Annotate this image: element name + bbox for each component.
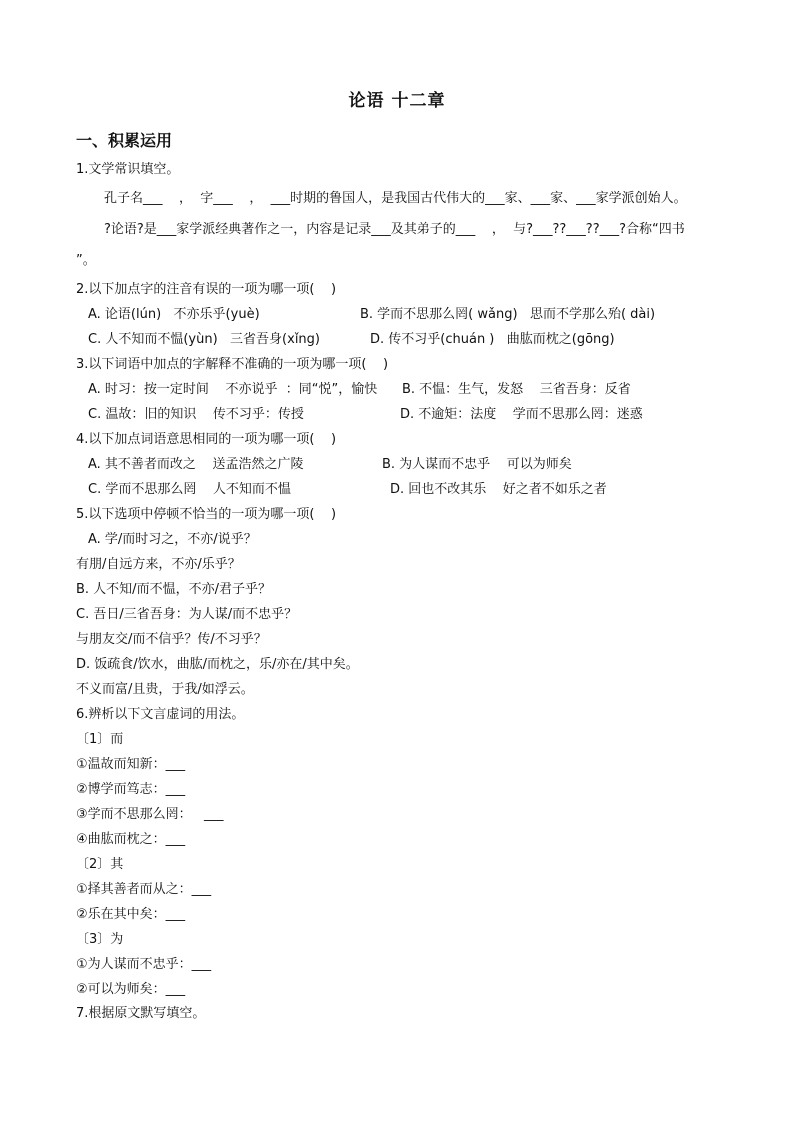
q7-stem: 7.根据原文默写填空。 xyxy=(76,1006,206,1021)
q2-option-d: D. 传不习乎(chuán ) 曲肱而枕之(gōng) xyxy=(370,332,615,347)
q6-stem: 6.辨析以下文言虚词的用法。 xyxy=(76,707,245,722)
q5-line: A. 学/而时习之，不亦/说乎？ xyxy=(88,532,257,547)
q1-line1: 孔子名___ ， 字___ ， ___时期的鲁国人，是我国古代伟大的___家、___家、___家学派创始人。 xyxy=(104,191,687,206)
q6-line: 〔2〕其 xyxy=(76,857,124,872)
q5-stem: 5.以下选项中停顿不恰当的一项为哪一项( ) xyxy=(76,507,337,522)
q4-option-b: B. 为人谋而不忠乎 可以为师矣 xyxy=(382,457,572,472)
q5-line: 有朋/自远方来，不亦/乐乎？ xyxy=(76,557,241,572)
q3-option-b: B. 不愠：生气，发怒 三省吾身：反省 xyxy=(402,382,631,397)
q1-line2: ?论语?是___家学派经典著作之一，内容是记录___及其弟子的___ ， 与?___??___??___?合称“四书 xyxy=(104,222,685,237)
q6-line: 〔1〕而 xyxy=(76,732,124,747)
q6-line: ①温故而知新：___ xyxy=(76,757,186,772)
q1-line3: ”。 xyxy=(76,253,96,268)
q3-option-c: C. 温故：旧的知识 传不习乎：传授 xyxy=(88,407,304,422)
q4-option-d: D. 回也不改其乐 好之者不如乐之者 xyxy=(390,482,607,497)
q2-option-c: C. 人不知而不愠(yùn) 三省吾身(xǐng) xyxy=(88,332,320,347)
q1-stem: 1.文学常识填空。 xyxy=(76,162,180,177)
q5-line: 不义而富/且贵，于我/如浮云。 xyxy=(76,682,254,697)
q6-line: ④曲肱而枕之：___ xyxy=(76,832,186,847)
q3-option-a: A. 时习：按一定时间 不亦说乎 ：同“悦”，愉快 xyxy=(88,382,378,397)
q6-line: ②博学而笃志：___ xyxy=(76,782,186,797)
q6-line: 〔3〕为 xyxy=(76,932,124,947)
q2-stem: 2.以下加点字的注音有误的一项为哪一项( ) xyxy=(76,282,337,297)
q6-line: ②乐在其中矣：___ xyxy=(76,907,186,922)
q2-option-b: B. 学而不思那么罔( wǎng) 思而不学那么殆( dài) xyxy=(360,307,656,322)
q5-line: B. 人不知/而不愠，不亦/君子乎？ xyxy=(76,582,271,597)
q3-option-d: D. 不逾矩：法度 学而不思那么罔：迷惑 xyxy=(400,407,643,422)
q6-line: ②可以为师矣：___ xyxy=(76,982,186,997)
q4-option-c: C. 学而不思那么罔 人不知而不愠 xyxy=(88,482,291,497)
q2-option-a: A. 论语(lún) 不亦乐乎(yuè) xyxy=(88,307,260,322)
q4-option-a: A. 其不善者而改之 送孟浩然之广陵 xyxy=(88,457,304,472)
q5-line: C. 吾日/三省吾身：为人谋/而不忠乎？ xyxy=(76,607,298,622)
q6-line: ①为人谋而不忠乎：___ xyxy=(76,957,212,972)
q6-line: ③学而不思那么罔： ___ xyxy=(76,807,224,822)
section-heading: 一、积累运用 xyxy=(76,131,173,150)
q5-line: 与朋友交/而不信乎？传/不习乎？ xyxy=(76,632,267,647)
page-title: 论语 十二章 xyxy=(348,91,446,111)
q6-line: ①择其善者而从之：___ xyxy=(76,882,212,897)
q4-stem: 4.以下加点词语意思相同的一项为哪一项( ) xyxy=(76,432,337,447)
q3-stem: 3.以下词语中加点的字解释不准确的一项为哪一项( ) xyxy=(76,357,389,372)
q5-line: D. 饭疏食/饮水，曲肱/而枕之，乐/亦在/其中矣。 xyxy=(76,657,359,672)
